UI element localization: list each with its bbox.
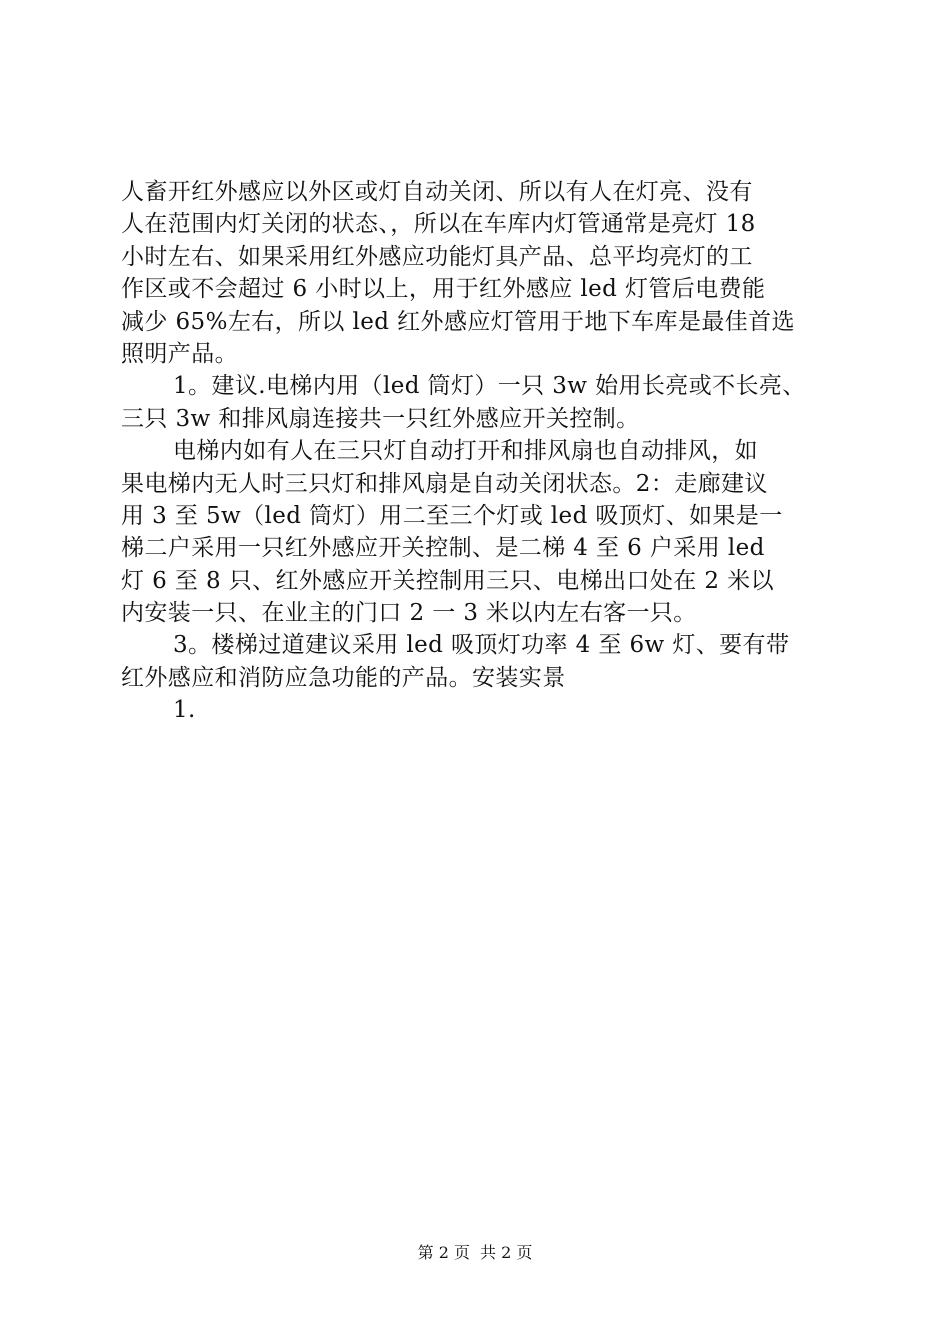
page-number: 第 2 页 (417, 1243, 470, 1262)
text-line: 减少 65%左右，所以 led 红外感应灯管用于地下车库是最佳首选 (121, 308, 795, 335)
text-line: 红外感应和消防应急功能的产品。安装实景 (121, 664, 566, 691)
page-total: 共 2 页 (480, 1243, 533, 1262)
text-line: 照明产品。 (121, 340, 238, 367)
paragraph-start-line: 1。建议.电梯内用（led 筒灯）一只 3w 始用长亮或不长亮、 (173, 373, 806, 400)
document-body (121, 176, 833, 727)
paragraph-start-line: 1. (173, 697, 196, 724)
text-line: 人畜开红外感应以外区或灯自动关闭、所以有人在灯亮、没有 (121, 179, 753, 205)
text-line: 灯 6 至 8 只、红外感应开关控制用三只、电梯出口处在 2 米以 (121, 567, 774, 594)
text-line: 梯二户采用一只红外感应开关控制、是二梯 4 至 6 户采用 led (121, 535, 765, 562)
text-line: 人在范围内灯关闭的状态、，所以在车库内灯管通常是亮灯 18 (121, 211, 756, 238)
page-footer (0, 1241, 950, 1265)
text-line: 三只 3w 和排风扇连接共一只红外感应开关控制。 (121, 405, 640, 432)
paragraph-start-line: 3。楼梯过道建议采用 led 吸顶灯功率 4 至 6w 灯、要有带 (173, 632, 790, 659)
text-line: 用 3 至 5w（led 筒灯）用二至三个灯或 led 吸顶灯、如果是一 (121, 502, 783, 529)
paragraph-start-line: 电梯内如有人在三只灯自动打开和排风扇也自动排风，如 (173, 438, 758, 465)
text-line: 内安装一只、在业主的门口 2 一 3 米以内左右客一只。 (121, 600, 697, 627)
text-line: 果电梯内无人时三只灯和排风扇是自动关闭状态。2：走廊建议 (121, 470, 768, 497)
text-line: 小时左右、如果采用红外感应功能灯具产品、总平均亮灯的工 (121, 243, 753, 270)
text-line: 作区或不会超过 6 小时以上，用于红外感应 led 灯管后电费能 (121, 276, 766, 303)
